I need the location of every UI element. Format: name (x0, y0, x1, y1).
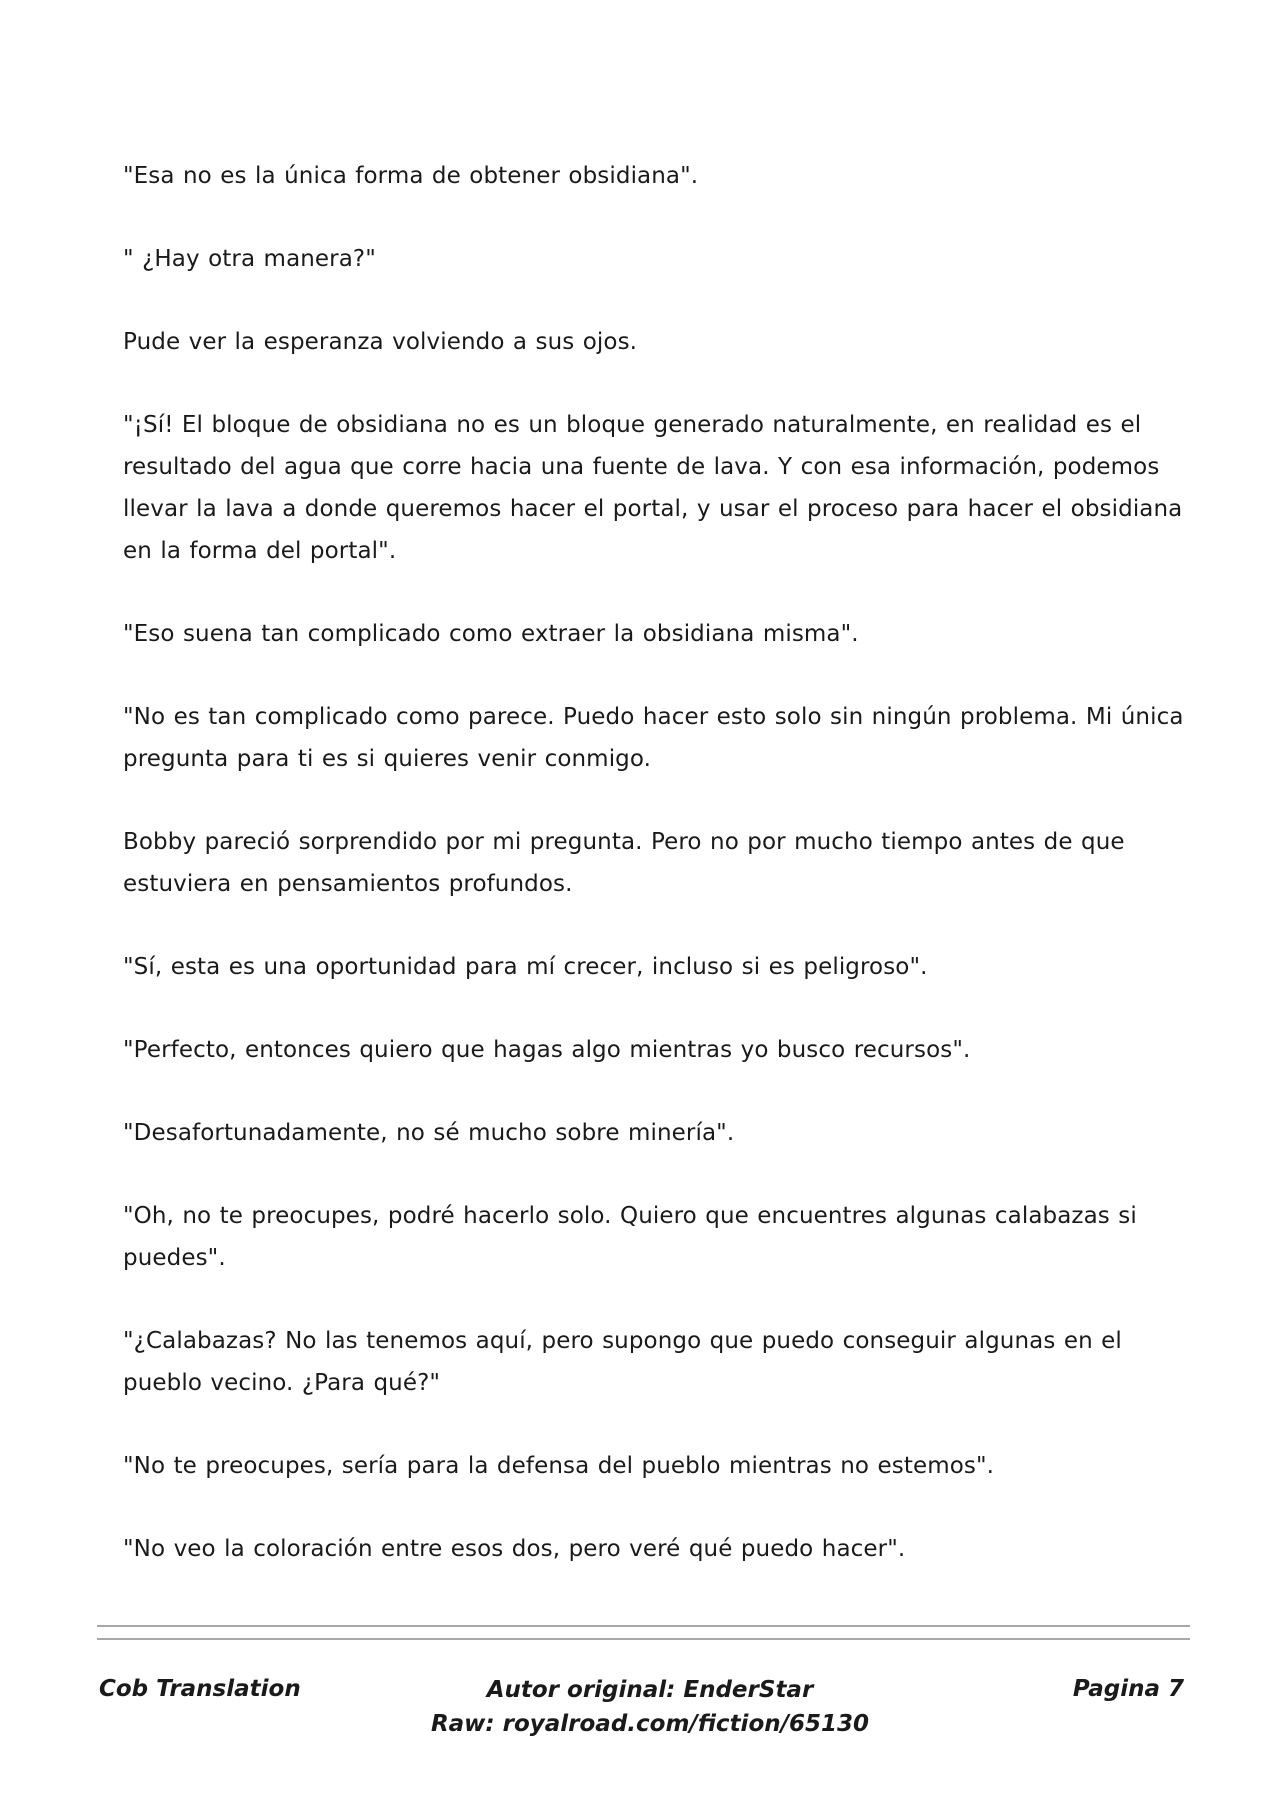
footer-translator: Cob Translation (99, 1676, 301, 1702)
paragraph: "Perfecto, entonces quiero que hagas algo mientras yo busco recursos". (123, 1037, 971, 1063)
footer-divider-top (97, 1625, 1190, 1627)
paragraph: "Esa no es la única forma de obtener obsidiana". (123, 163, 699, 189)
paragraph: "No veo la coloración entre esos dos, pero veré qué puedo hacer". (123, 1536, 906, 1562)
paragraph: "Oh, no te preocupes, podré hacerlo solo. Quiero que encuentres algunas calabazas si puedes". (123, 1203, 1137, 1271)
paragraph: "Eso suena tan complicado como extraer la obsidiana misma". (123, 621, 859, 647)
paragraph: "¡Sí! El bloque de obsidiana no es un bloque generado naturalmente, en realidad es el resultado del agua que corre hacia una fuente de lava. Y con esa información, podemos llevar la lava a donde queremos hacer el portal, y usar el proceso para hacer el obsidiana en la forma del portal". (123, 412, 1183, 564)
footer-source-link: Raw: royalroad.com/fiction/65130 (430, 1711, 870, 1737)
footer-divider-bottom (97, 1638, 1190, 1640)
paragraph: " ¿Hay otra manera?" (123, 246, 376, 272)
page-number: Pagina 7 (1072, 1676, 1184, 1702)
paragraph: Pude ver la esperanza volviendo a sus ojos. (123, 329, 638, 355)
chapter-text (123, 155, 1203, 1611)
paragraph: "No es tan complicado como parece. Puedo hacer esto solo sin ningún problema. Mi única pregunta para ti es si quieres venir conmigo. (123, 704, 1184, 772)
paragraph: "Sí, esta es una oportunidad para mí crecer, incluso si es peligroso". (123, 954, 928, 980)
paragraph: "No te preocupes, sería para la defensa del pueblo mientras no estemos". (123, 1453, 995, 1479)
paragraph: Bobby pareció sorprendido por mi pregunta. Pero no por mucho tiempo antes de que estuviera en pensamientos profundos. (123, 829, 1125, 897)
paragraph: "¿Calabazas? No las tenemos aquí, pero supongo que puedo conseguir algunas en el pueblo vecino. ¿Para qué?" (123, 1328, 1122, 1396)
paragraph: "Desafortunadamente, no sé mucho sobre minería". (123, 1120, 735, 1146)
footer-author: Autor original: EnderStar (486, 1677, 814, 1703)
footer-credits (370, 1673, 930, 1741)
